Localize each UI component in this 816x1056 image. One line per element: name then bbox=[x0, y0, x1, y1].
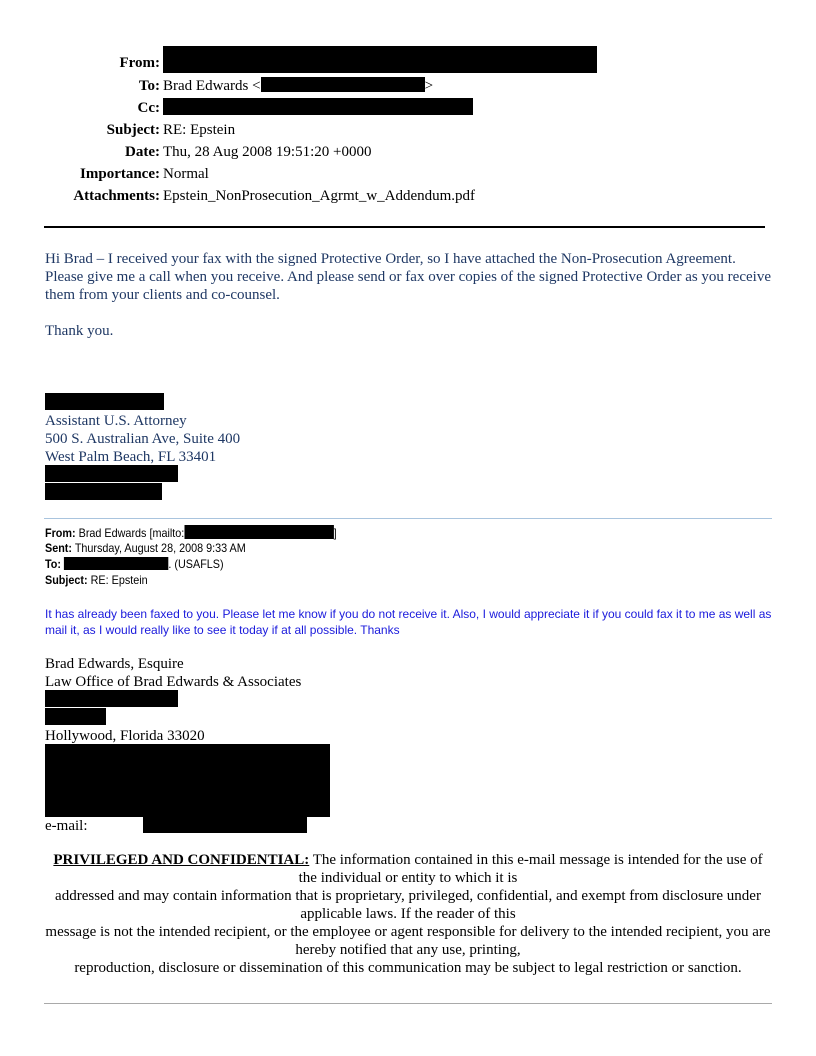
signature-title: Assistant U.S. Attorney bbox=[45, 413, 187, 429]
redaction-signer-name bbox=[45, 393, 164, 410]
quoted-subject-label: Subject: bbox=[45, 573, 88, 587]
to-label: To: bbox=[138, 78, 160, 94]
importance-value: Normal bbox=[163, 166, 209, 182]
quoted-sent bbox=[45, 541, 246, 556]
attachment-link[interactable]: Epstein_NonProsecution_Agrmt_w_Addendum.pdf bbox=[163, 188, 476, 204]
redaction-signer-phone bbox=[45, 465, 178, 482]
signature-address1: 500 S. Australian Ave, Suite 400 bbox=[45, 431, 241, 447]
to-value bbox=[163, 77, 433, 95]
quoted-to-label: To: bbox=[45, 557, 61, 571]
quoted-sig-firm: Law Office of Brad Edwards & Associates bbox=[45, 674, 302, 690]
disclaimer-line-2: addressed and may contain information that is proprietary, privileged, confidential, and exempt from disclosure under applicable laws. If the reader of this bbox=[55, 888, 761, 922]
quoted-sent-label: Sent: bbox=[45, 541, 72, 555]
quoted-subject-value: RE: Epstein bbox=[90, 573, 148, 587]
redaction-quoted-address2 bbox=[45, 708, 106, 725]
date-value: Thu, 28 Aug 2008 19:51:20 +0000 bbox=[163, 144, 372, 160]
redaction-from bbox=[163, 46, 597, 73]
quoted-subject bbox=[45, 573, 148, 588]
disclaimer-line-3: message is not the intended recipient, or the employee or agent responsible for delivery to the intended recipient, you are hereby notified that any use, printing, bbox=[45, 924, 771, 958]
message-body: Hi Brad – I received your fax with the signed Protective Order, so I have attached the Non-Prosecution Agreement. Please give me a call when you receive. And please send or fax over copies of the signed Protective Order as you receive them from your clients and co-counsel. bbox=[45, 251, 771, 303]
disclaimer-line1-rest: The information contained in this e-mail message is intended for the use of the individual or entity to which it is bbox=[298, 852, 763, 886]
cc-label: Cc: bbox=[137, 100, 160, 116]
quoted-from-value: Brad Edwards [mailto: bbox=[78, 526, 185, 540]
redaction-quoted-email-address bbox=[143, 817, 307, 833]
to-value-end: > bbox=[424, 78, 434, 94]
quoted-sig-email-label: e-mail: bbox=[45, 818, 88, 834]
date-label: Date: bbox=[125, 144, 160, 160]
quoted-sig-name: Brad Edwards, Esquire bbox=[45, 656, 184, 672]
quoted-to bbox=[45, 557, 224, 572]
attachments-label: Attachments: bbox=[73, 188, 160, 204]
redaction-cc bbox=[163, 98, 473, 115]
header-divider bbox=[44, 226, 765, 228]
subject-label: Subject: bbox=[106, 122, 160, 138]
disclaimer-lead: PRIVILEGED AND CONFIDENTIAL: bbox=[53, 852, 310, 868]
redaction-quoted-to bbox=[64, 557, 168, 570]
redaction-quoted-address1 bbox=[45, 690, 178, 707]
disclaimer-line-4: reproduction, disclosure or dissemination of this communication may be subject to legal restriction or sanction. bbox=[74, 960, 742, 976]
confidentiality-notice bbox=[44, 851, 772, 977]
to-name: Brad Edwards < bbox=[163, 78, 261, 94]
quoted-sig-city: Hollywood, Florida 33020 bbox=[45, 728, 205, 744]
quoted-from-label: From: bbox=[45, 526, 76, 540]
from-label: From: bbox=[119, 55, 160, 71]
redaction-quoted-phone-block bbox=[45, 744, 330, 817]
importance-label: Importance: bbox=[80, 166, 160, 182]
redaction-to-email bbox=[261, 77, 425, 92]
subject-value: RE: Epstein bbox=[163, 122, 236, 138]
quote-divider bbox=[44, 518, 772, 519]
quoted-from-end: ] bbox=[333, 526, 337, 540]
redaction-quoted-email bbox=[184, 525, 333, 539]
redaction-signer-fax bbox=[45, 483, 162, 500]
footer-divider bbox=[44, 1003, 772, 1004]
quoted-sent-value: Thursday, August 28, 2008 9:33 AM bbox=[74, 541, 246, 555]
message-thanks: Thank you. bbox=[45, 323, 114, 339]
quoted-to-end: . (USAFLS) bbox=[168, 557, 224, 571]
quoted-from bbox=[45, 525, 337, 541]
quoted-body: It has already been faxed to you. Please let me know if you do not receive it. Also, I would appreciate it if you could fax it to me as well as mail it, as I would really like to see it today if at all possible. Thanks bbox=[45, 607, 772, 637]
signature-address2: West Palm Beach, FL 33401 bbox=[45, 449, 217, 465]
disclaimer-line-1 bbox=[44, 851, 772, 887]
